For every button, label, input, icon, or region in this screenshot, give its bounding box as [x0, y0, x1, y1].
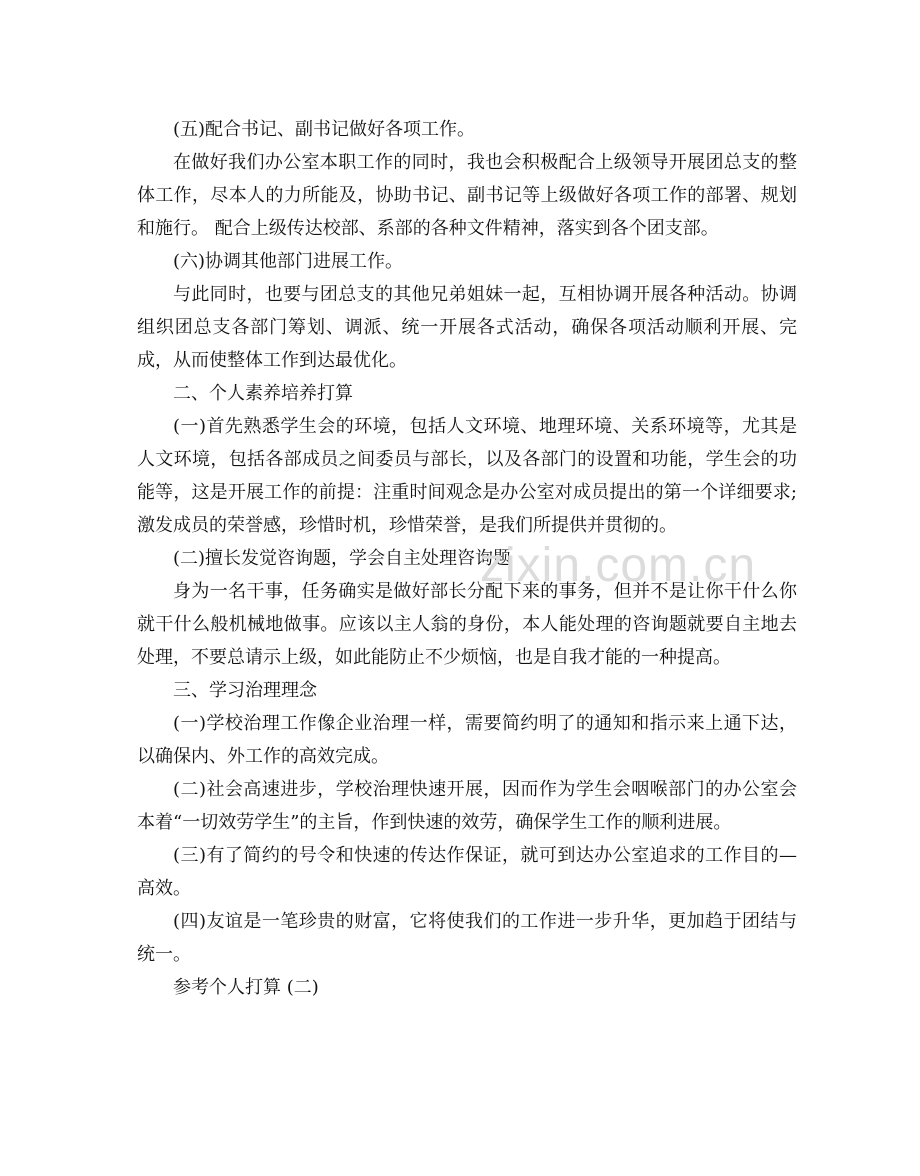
paragraph: 与此同时，也要与团总支的其他兄弟姐妹一起，互相协调开展各种活动。协调组织团总支各部门筹划、调派、统一开展各式活动，确保各项活动顺利开展、完成，从而使整体工作到达最优化。 — [137, 284, 797, 371]
paragraph: (一)首先熟悉学生会的环境，包括人文环境、地理环境、关系环境等，尤其是人文环境，包括各部成员之间委员与部长，以及各部门的设置和功能，学生会的功能等，这是开展工作的前提：注重时间观念是办公室对成员提出的第一个详细要求;激发成员的荣誉感，珍惜时机，珍惜荣誉，是我们所提供并贯彻的。 — [137, 416, 797, 536]
paragraph: (二)社会高速进步，学校治理快速开展，因而作为学生会咽喉部门的办公室会本着“一切效劳学生”的主旨，作到快速的效劳，确保学生工作的顺利进展。 — [137, 779, 797, 833]
paragraph: (四)友谊是一笔珍贵的财富，它将使我们的工作进一步升华，更加趋于团结与统一。 — [137, 911, 797, 965]
heading-personal-quality: 二、个人素养培养打算 — [173, 383, 353, 404]
heading-reference-plan-2: 参考个人打算 (二) — [173, 977, 319, 998]
paragraph-section-6: (六)协调其他部门进展工作。 — [173, 251, 404, 272]
heading-management-concept: 三、学习治理理念 — [173, 680, 317, 701]
paragraph-section-5: (五)配合书记、副书记做好各项工作。 — [173, 119, 476, 140]
paragraph: (三)有了简约的号令和快速的传达作保证，就可到达办公室追求的工作目的—高效。 — [137, 845, 797, 899]
paragraph: 在做好我们办公室本职工作的同时，我也会积极配合上级领导开展团总支的整体工作，尽本人的力所能及，协助书记、副书记等上级做好各项工作的部署、规划和施行。 配合上级传达校部、系部的各种文件精神，落实到各个团支部。 — [137, 152, 797, 239]
paragraph: 身为一名干事，任务确实是做好部长分配下来的事务，但并不是让你干什么你就干什么般机械地做事。应该以主人翁的身份，本人能处理的咨询题就要自主地去处理，不要总请示上级，如此能防止不少烦恼，也是自我才能的一种提高。 — [137, 581, 797, 668]
watermark-text: zixin.com.cn — [480, 539, 757, 592]
paragraph-subheading: (二)擅长发觉咨询题，学会自主处理咨询题 — [173, 548, 512, 569]
paragraph: (一)学校治理工作像企业治理一样，需要简约明了的通知和指示来上通下达，以确保内、外工作的高效完成。 — [137, 713, 797, 767]
document-body — [137, 113, 797, 1004]
